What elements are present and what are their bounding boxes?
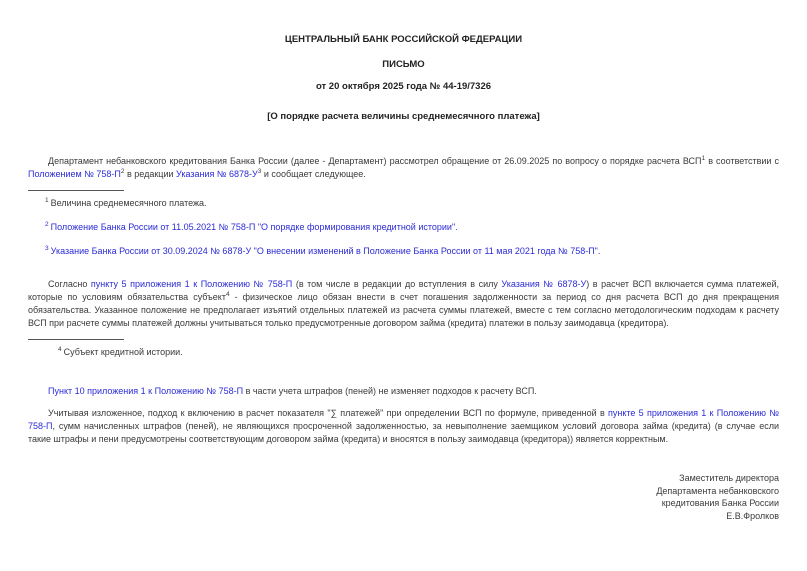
conclusion-text-1: Учитывая изложенное, подход к включению в расчет показателя "∑ платежей" при определении ВСП по формуле, приведенной в <box>48 408 608 418</box>
footnote-separator-1 <box>28 190 124 191</box>
link-punkt10-prilozhenie1[interactable]: Пункт 10 приложения 1 к Положению № 758-П <box>48 386 244 396</box>
link-footnote-ukazanie-6878u[interactable]: Указание Банка России от 30.09.2024 № 6878-У "О внесении изменений в Положение Банка России от 11 мая 2021 года № 758-П". <box>50 246 601 256</box>
paragraph-intro <box>28 155 779 181</box>
link-footnote-polozhenie-758p[interactable]: Положение Банка России от 11.05.2021 № 758-П "О порядке формирования кредитной истории". <box>50 222 458 232</box>
link-polozhenie-758p[interactable]: Положением № 758-П <box>28 169 121 179</box>
link-ukazanie-6878u-2[interactable]: Указания № 6878-У <box>501 279 587 289</box>
vsp-text-4: - физическое лицо обязан внести в счет погашения задолженности за период со дня расчета ВСП до дня прекращения обязательства. Указанное положение не предполагает изъятий отдельных платежей из расчета суммы платежей, вместе с тем согласно методологическим подходам к расчету ВСП при расчете суммы платежей должны учитываться только предусмотренные договором займа (кредита) платежи в пользу заимодавца (кредитора). <box>28 292 779 328</box>
conclusion-text-2: , сумм начисленных штрафов (пеней), не являющихся просроченной задолженностью, за невыполнение заемщиком условий договора займа (кредита) (в случае если такие штрафы и пени предусмотрены соответствующим договором займа (кредита) и вносятся в пользу заимодавца (кредитора)) является корректным. <box>28 421 779 444</box>
paragraph-conclusion <box>28 407 779 446</box>
vsp-text-3: ) в расчет ВСП включается сумма платежей, которые по условиям обязательства субъект <box>28 279 780 302</box>
signature-position-line-1: Заместитель директора <box>679 473 779 483</box>
document-date-number: от 20 октября 2025 года № 44-19/7326 <box>315 81 492 92</box>
intro-text-4: и сообщает следующее. <box>261 169 366 179</box>
document-organization: ЦЕНТРАЛЬНЫЙ БАНК РОССИЙСКОЙ ФЕДЕРАЦИИ <box>284 34 523 45</box>
signature-name: Е.В.Фролков <box>726 510 779 521</box>
intro-text-3: в редакции <box>124 169 177 179</box>
footnote-4 <box>28 347 779 358</box>
vsp-text-2: (в том числе в редакции до вступления в силу <box>292 279 502 289</box>
footnote-ref-4: 4 <box>225 291 230 298</box>
footnote-1-marker: 1 <box>45 197 49 204</box>
vsp-text-1: Согласно <box>48 279 91 289</box>
paragraph-vsp-calculation <box>28 278 779 330</box>
link-punkt5-prilozhenie1[interactable]: пункту 5 приложения 1 к Положению № 758-П <box>90 279 293 289</box>
document-subject: [О порядке расчета величины среднемесячного платежа] <box>267 111 540 122</box>
footnote-3 <box>28 246 779 257</box>
footnote-3-marker: 3 <box>45 245 49 252</box>
footnote-ref-1: 1 <box>701 155 706 162</box>
document-type: ПИСЬМО <box>382 59 425 70</box>
footnote-1 <box>28 198 779 209</box>
point10-text: в части учета штрафов (пеней) не изменяет подходов к расчету ВСП. <box>243 386 537 396</box>
signature-position-line-2: Департамента небанковского <box>656 485 779 496</box>
document-header <box>28 34 779 122</box>
intro-text-2: в соответствии с <box>705 156 779 166</box>
signature-position-line-3: кредитования Банка России <box>661 498 779 508</box>
footnote-4-marker: 4 <box>58 346 62 353</box>
paragraph-point-10 <box>28 385 779 398</box>
footnote-ref-3: 3 <box>257 168 262 175</box>
footnote-separator-2 <box>28 339 124 340</box>
link-punkt5-prilozhenie1-2[interactable]: пункте 5 приложения 1 к Положению № 758-П <box>28 408 779 431</box>
footnote-2 <box>28 222 779 233</box>
footnote-1-text: Величина среднемесячного платежа. <box>50 198 207 208</box>
footnote-4-text: Субъект кредитной истории. <box>63 347 183 357</box>
footnote-ref-2: 2 <box>120 168 125 175</box>
intro-text-1: Департамент небанковского кредитования Банка России (далее - Департамент) рассмотрел обращение от 26.09.2025 по вопросу о порядке расчета ВСП <box>48 156 702 166</box>
link-ukazanie-6878u[interactable]: Указания № 6878-У <box>176 169 258 179</box>
footnote-2-marker: 2 <box>45 221 49 228</box>
signature-block <box>28 472 779 522</box>
